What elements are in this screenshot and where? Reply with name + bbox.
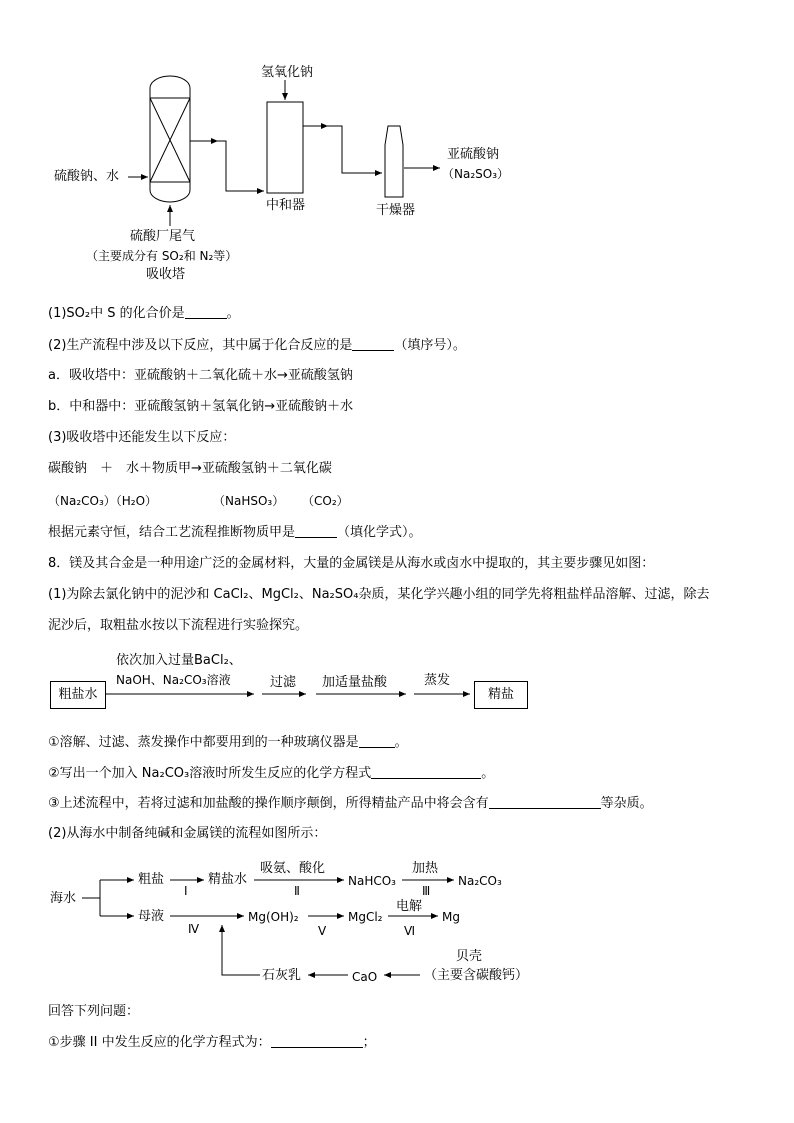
nahco3-label: NaHCO₃ [348, 874, 396, 888]
answer-blank-6[interactable] [489, 794, 601, 809]
step-1-label: Ⅰ [184, 884, 188, 898]
gas-label-line1: 硫酸厂尾气 [130, 229, 196, 244]
evaporate-label: 蒸发 [424, 673, 451, 688]
neutralizer-label: 中和器 [266, 198, 306, 213]
final-question: ①步骤 II 中发生反应的化学方程式为： ； [48, 1035, 376, 1050]
reaction-3-words: 碳酸钠 ＋ 水＋物质甲→亚硫酸氢钠＋二氧化碳 [48, 461, 332, 476]
reaction-3-formula-3: （CO₂） [302, 494, 349, 508]
answer-blank-1[interactable] [185, 304, 227, 319]
step-6-action: 电解 [396, 899, 423, 914]
step-5-label: Ⅴ [318, 924, 327, 938]
question-8: 8．镁及其合金是一种用途广泛的金属材料，大量的金属镁是从海水或卤水中提取的，其主要步骤见如图： [48, 556, 655, 571]
shell-note: （主要含碳酸钙） [424, 968, 529, 983]
question-8-part1-line1: (1)为除去氯化钠中的泥沙和 CaCl₂、MgCl₂、Na₂SO₄杂质，某化学兴趣小组的同学先将粗盐样品溶解、过滤，除去 [48, 587, 710, 602]
dryer-label: 干燥器 [376, 203, 416, 218]
question-1: (1)SO₂中 S 的化合价是 。 [48, 306, 240, 321]
answer-blank-7[interactable] [271, 1033, 363, 1048]
question-3-ask: 根据元素守恒，结合工艺流程推断物质甲是 （填化学式）。 [48, 525, 422, 540]
step-3-action: 加热 [412, 861, 439, 876]
seawater-label: 海水 [50, 891, 77, 906]
product-name: 亚硫酸钠 [447, 147, 500, 162]
shell-label: 贝壳 [456, 949, 483, 964]
mgcl2-label: MgCl₂ [348, 910, 383, 924]
cao-label: CaO [352, 970, 378, 984]
mg-label: Mg [442, 910, 460, 924]
tower-to-neutralizer-arrow [190, 141, 264, 191]
question-8-part2: (2)从海水中制备纯碱和金属镁的流程如图所示： [48, 826, 327, 841]
step-2-label: Ⅱ [294, 884, 300, 898]
neutralizer-to-dryer-arrow [303, 126, 382, 173]
question-3: (3)吸收塔中还能发生以下反应： [48, 430, 236, 445]
brine-label: 精盐水 [208, 872, 248, 887]
answer-blank-2[interactable] [352, 336, 394, 351]
crude-salt-label: 粗盐 [138, 872, 165, 887]
question-2: (2)生产流程中涉及以下反应，其中属于化合反应的是 （填序号）。 [48, 338, 466, 353]
neutralizer-vessel [267, 102, 303, 193]
na2co3-label: Na₂CO₃ [458, 874, 502, 888]
acid-label: 加适量盐酸 [322, 675, 388, 690]
reaction-b: b．中和器中：亚硫酸氢钠＋氢氧化钠→亚硫酸钠＋水 [48, 399, 354, 414]
step-2-action: 吸氨、酸化 [260, 861, 326, 876]
crude-brine-box: 粗盐水 [50, 681, 106, 709]
step-reagents-line2: NaOH、Na₂CO₃溶液 [116, 673, 231, 687]
question-8-part1-line2: 泥沙后，取粗盐水按以下流程进行实验探究。 [48, 618, 309, 633]
answer-prompt: 回答下列问题： [48, 1004, 140, 1019]
step-reagents-line1: 依次加入过量BaCl₂、 [116, 653, 242, 668]
step-6-label: Ⅵ [404, 924, 416, 938]
tower-label: 吸收塔 [146, 267, 186, 282]
refined-salt-box: 精盐 [474, 681, 528, 709]
mother-liquor-label: 母液 [138, 909, 165, 924]
reaction-3-formula-1: （Na₂CO₃）（H₂O） [48, 494, 158, 508]
answer-blank-5[interactable] [371, 764, 481, 779]
answer-blank-4[interactable] [359, 733, 395, 748]
absorption-tower [150, 76, 190, 202]
lime-milk-label: 石灰乳 [262, 968, 302, 983]
subquestion-3: ③上述流程中，若将过滤和加盐酸的操作顺序颠倒，所得精盐产品中将会含有 等杂质。 [48, 796, 653, 811]
input-label: 硫酸钠、水 [54, 169, 120, 184]
dryer-vessel [385, 126, 403, 197]
step-3-label: Ⅲ [422, 884, 431, 898]
product-formula: （Na₂SO₃） [442, 167, 510, 181]
answer-blank-3[interactable] [295, 523, 337, 538]
filter-label: 过滤 [270, 675, 297, 690]
mgoh2-label: Mg(OH)₂ [248, 910, 299, 924]
reaction-a: a．吸收塔中：亚硫酸钠＋二氧化硫＋水→亚硫酸氢钠 [48, 368, 353, 383]
reaction-3-formula-2: （NaHSO₃） [213, 494, 285, 508]
gas-label-line2: （主要成分有 SO₂和 N₂等） [86, 249, 238, 263]
subquestion-2: ②写出一个加入 Na₂CO₃溶液时所发生反应的化学方程式 。 [48, 766, 495, 781]
step-4-label: Ⅳ [188, 922, 200, 936]
naoh-label: 氢氧化钠 [261, 65, 314, 80]
subquestion-1: ①溶解、过滤、蒸发操作中都要用到的一种玻璃仪器是 。 [48, 735, 408, 750]
